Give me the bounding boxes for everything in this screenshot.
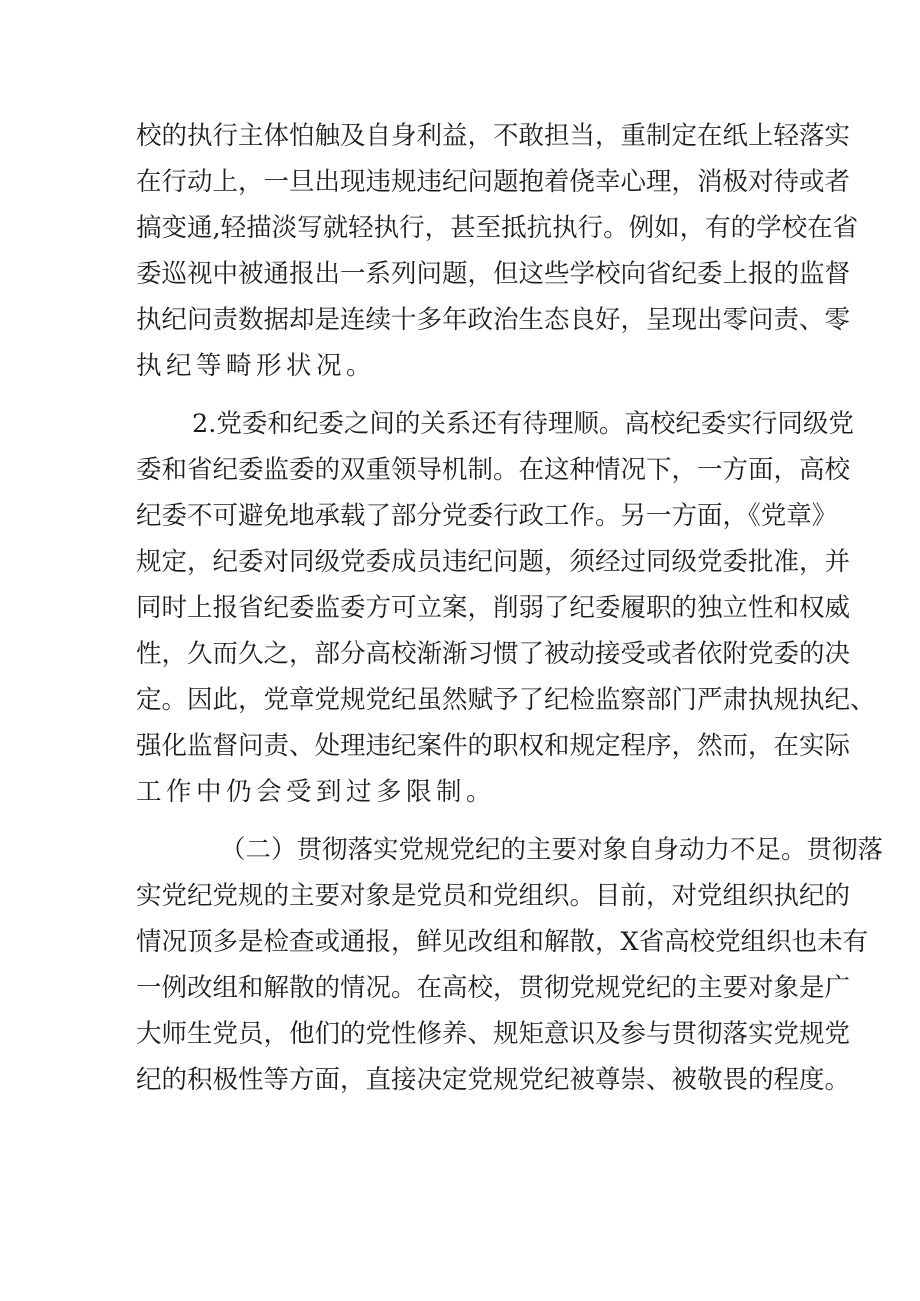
paragraph-3-line-2: 实党纪党规的主要对象是党员和党组织。目前，对党组织执纪的 <box>136 881 851 911</box>
paragraph-3-line-4: 一例改组和解散的情况。在高校，贯彻党规党纪的主要对象是广 <box>136 973 851 1003</box>
paragraph-1-line-1: 校的执行主体怕触及自身利益，不敢担当，重制定在纸上轻落实 <box>136 121 851 151</box>
paragraph-2-line-3: 纪委不可避免地承载了部分党委行政工作。另一方面，《党章》 <box>136 501 838 531</box>
paragraph-1-line-2: 在行动上，一旦出现违规违纪问题抱着侥幸心理，消极对待或者 <box>136 167 851 197</box>
paragraph-2-line-4: 规定，纪委对同级党委成员违纪问题，须经过同级党委批准，并 <box>136 547 851 577</box>
paragraph-2-line-7: 定。因此，党章党规党纪虽然赋予了纪检监察部门严肃执规执纪、 <box>136 685 876 715</box>
paragraph-1-line-4: 委巡视中被通报出一系列问题，但这些学校向省纪委上报的监督 <box>136 259 851 289</box>
paragraph-2-line-2: 委和省纪委监委的双重领导机制。在这种情况下，一方面，高校 <box>136 455 851 485</box>
paragraph-3-line-6: 纪的积极性等方面，直接决定党规党纪被尊崇、被敬畏的程度。 <box>136 1065 851 1095</box>
paragraph-2-line-6: 性，久而久之，部分高校渐渐习惯了被动接受或者依附党委的决 <box>136 639 851 669</box>
paragraph-2-line-8: 强化监督问责、处理违纪案件的职权和规定程序，然而，在实际 <box>136 731 851 761</box>
paragraph-1-line-3: 搞变通,轻描淡写就轻执行，甚至抵抗执行。例如，有的学校在省 <box>136 213 859 243</box>
paragraph-3-line-5: 大师生党员，他们的党性修养、规矩意识及参与贯彻落实党规党 <box>136 1019 851 1049</box>
paragraph-2-line-1: 2.党委和纪委之间的关系还有待理顺。高校纪委实行同级党 <box>192 409 854 439</box>
paragraph-1-line-6: 执纪等畸形状况。 <box>136 351 377 381</box>
paragraph-1-line-5: 执纪问责数据却是连续十多年政治生态良好，呈现出零问责、零 <box>136 305 851 335</box>
paragraph-2-line-5: 同时上报省纪委监委方可立案，削弱了纪委履职的独立性和权威 <box>136 593 851 623</box>
paragraph-3-line-3: 情况顶多是检查或通报，鲜见改组和解散，X省高校党组织也未有 <box>136 927 869 957</box>
paragraph-2-line-9: 工作中仍会受到过多限制。 <box>136 777 497 807</box>
paragraph-3-line-1: （二）贯彻落实党规党纪的主要对象自身动力不足。贯彻落 <box>220 835 884 865</box>
